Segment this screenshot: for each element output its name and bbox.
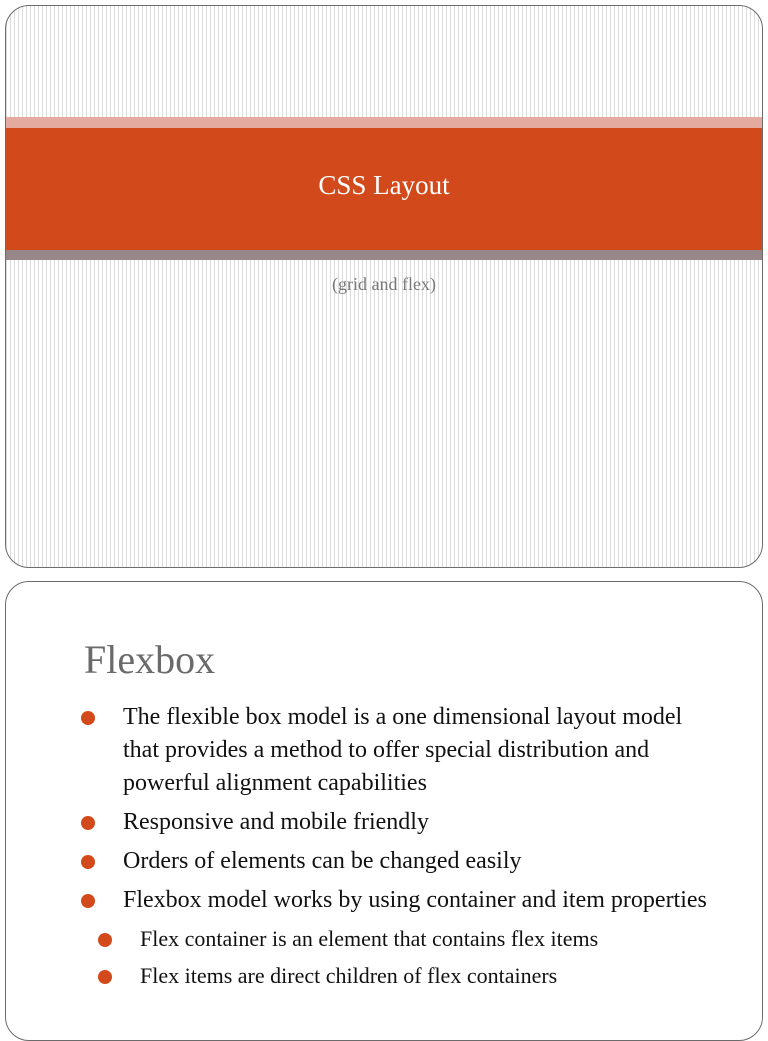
title-band	[6, 128, 762, 250]
bullet-text: Orders of elements can be changed easily	[123, 848, 522, 874]
bullet-item	[6, 884, 723, 917]
bullet-dot-icon	[81, 816, 95, 830]
slide-heading: Flexbox	[84, 637, 216, 682]
title-slide	[5, 5, 763, 568]
slide-title: CSS Layout	[318, 169, 450, 200]
flexbox-slide	[5, 581, 763, 1041]
sub-bullet-item	[6, 960, 740, 991]
title-band-top-stripe	[6, 117, 762, 128]
bullet-dot-icon	[98, 970, 112, 984]
bullet-text: Flexbox model works by using container and item properties	[123, 887, 707, 913]
bullet-item	[6, 701, 723, 800]
bullet-text: Responsive and mobile friendly	[123, 809, 429, 835]
sub-bullet-item	[6, 923, 740, 954]
bullet-dot-icon	[81, 894, 95, 908]
bullet-text: The flexible box model is a one dimensional layout model that provides a method to offer special distribution and powerful alignment capabilities	[123, 704, 683, 796]
bullet-list	[6, 701, 762, 997]
sub-bullet-text: Flex items are direct children of flex containers	[140, 963, 558, 988]
bullet-dot-icon	[81, 711, 95, 725]
bullet-item	[6, 845, 723, 878]
title-band-bottom-stripe	[6, 250, 762, 260]
bullet-dot-icon	[98, 933, 112, 947]
slide-subtitle: (grid and flex)	[332, 274, 436, 294]
bullet-dot-icon	[81, 855, 95, 869]
bullet-item	[6, 806, 723, 839]
sub-bullet-text: Flex container is an element that contains flex items	[140, 926, 599, 951]
